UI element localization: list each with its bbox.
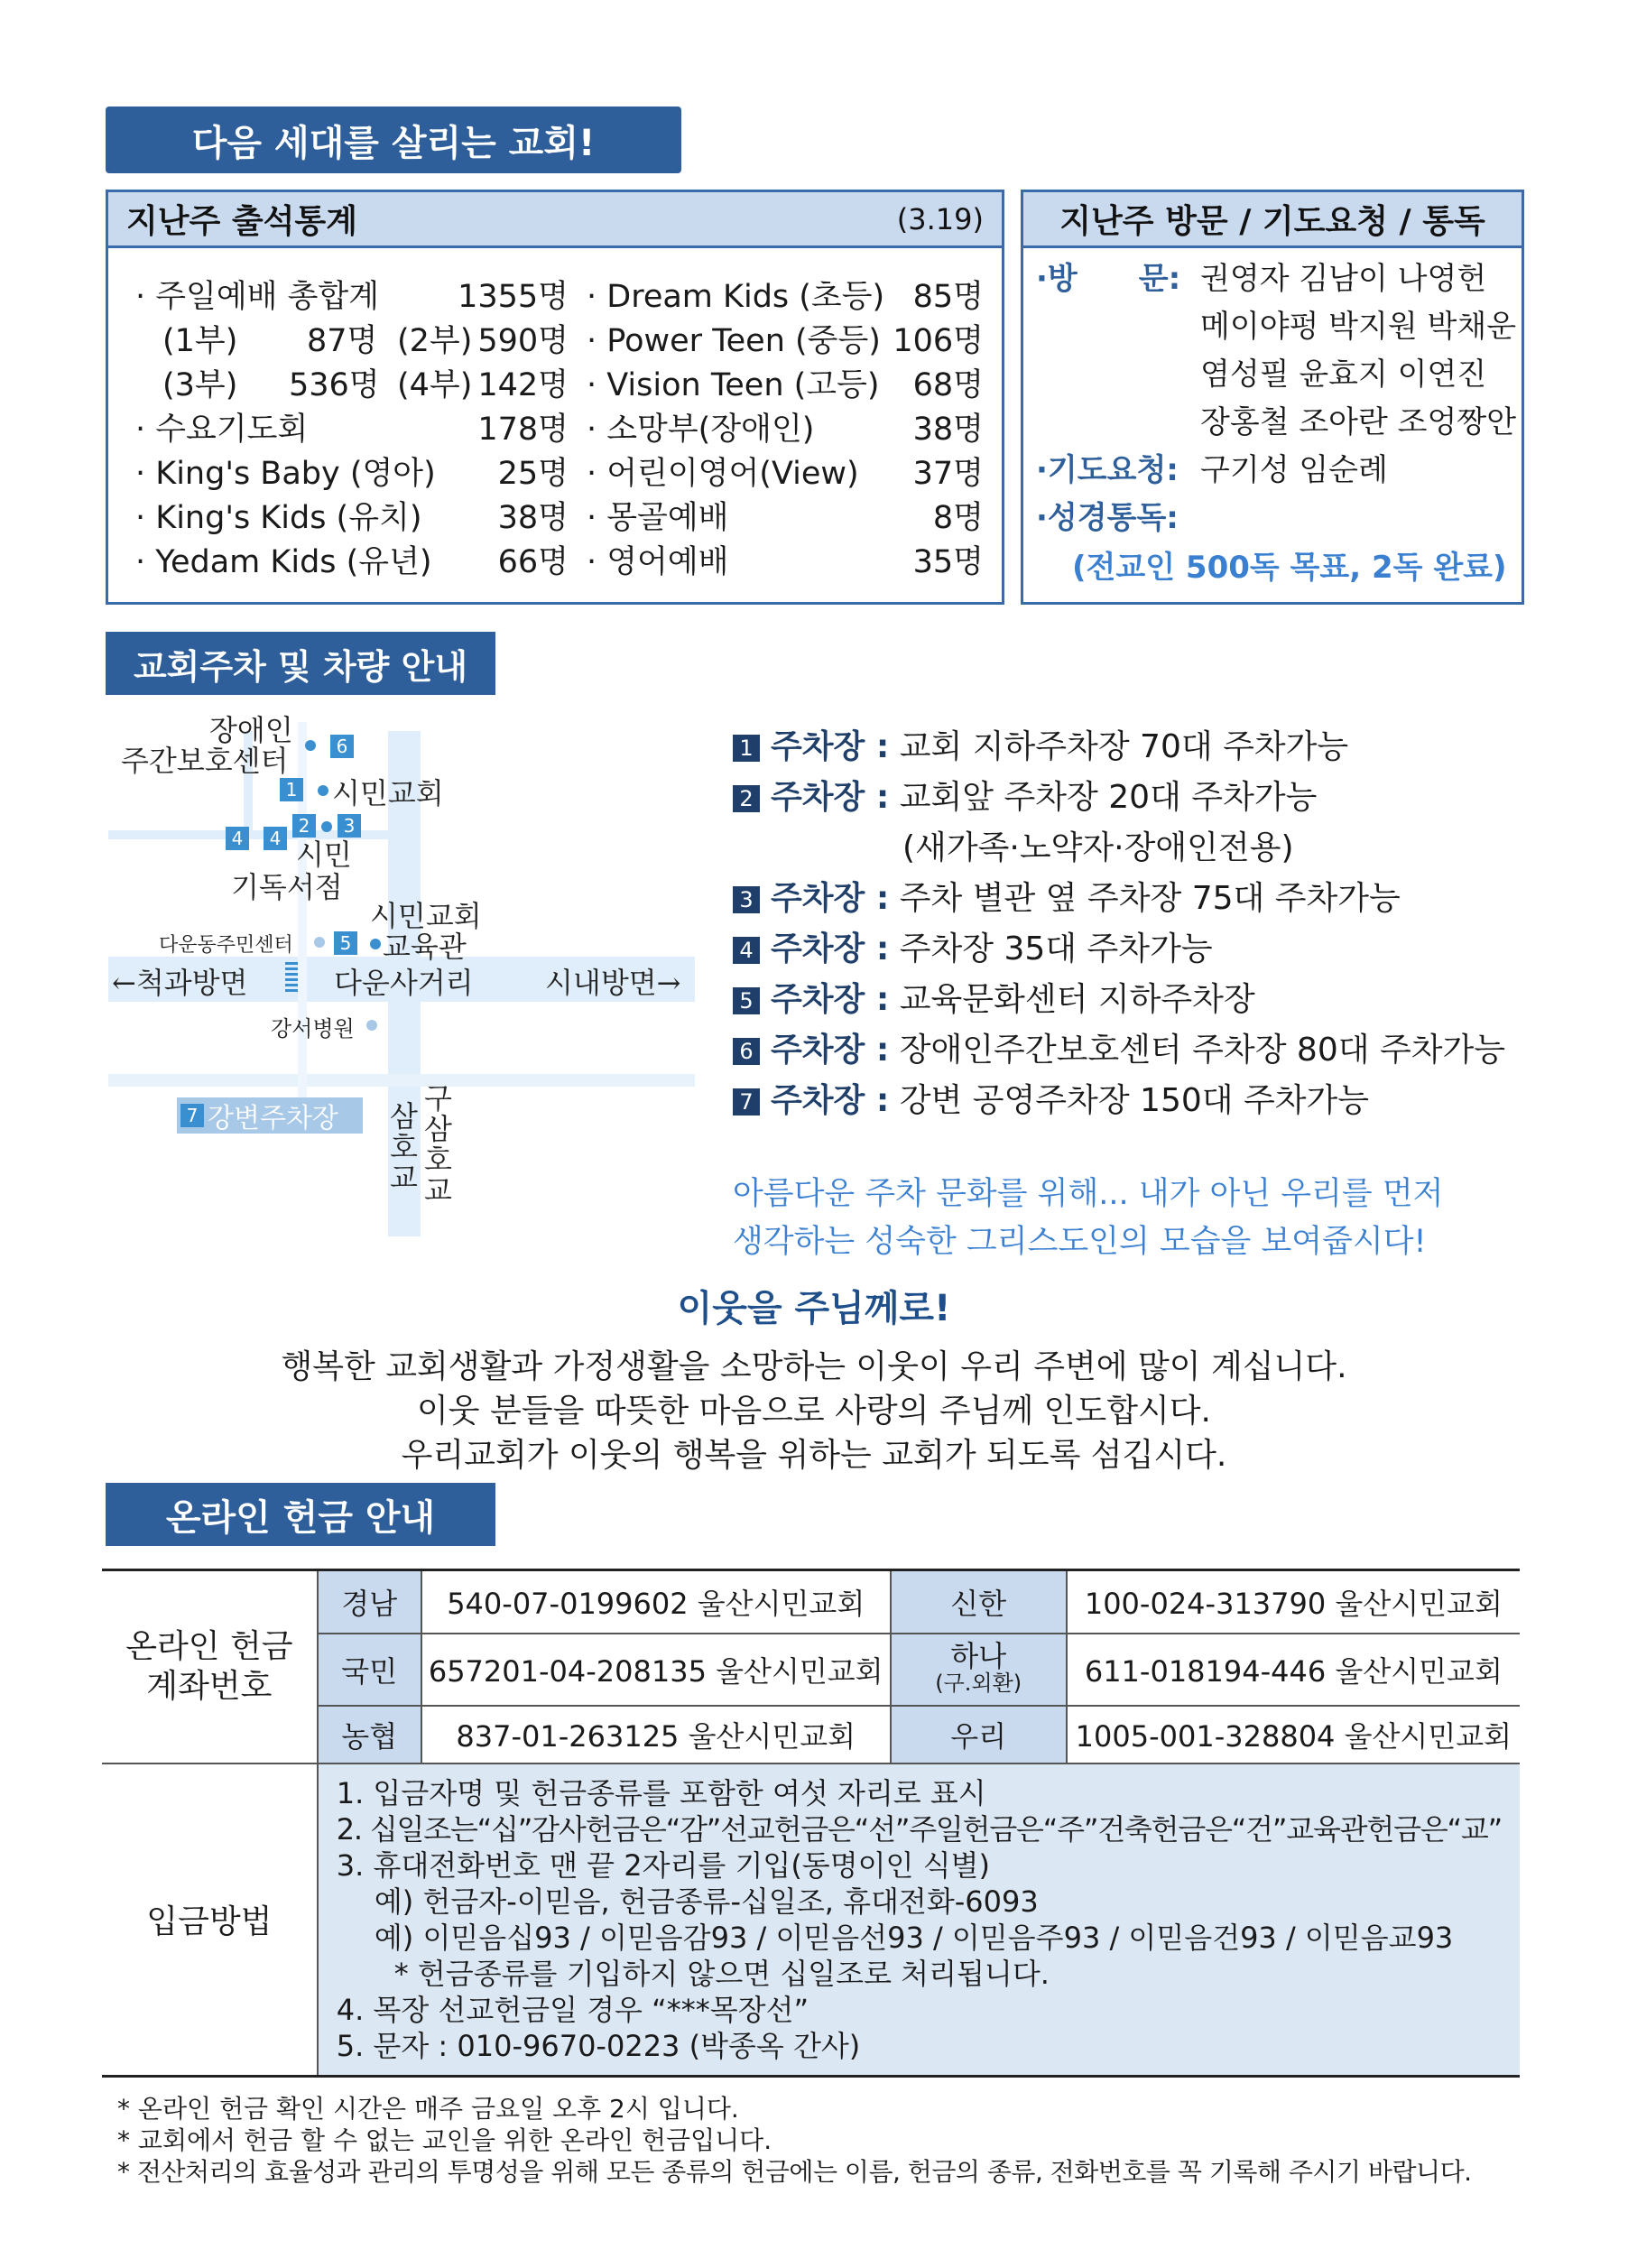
visit-name: 장홍철 조아란 조엉짱안 bbox=[1200, 404, 1517, 440]
account-number: 611-018194-446 울산시민교회 bbox=[1067, 1634, 1520, 1706]
att-value: 85명 bbox=[912, 279, 984, 315]
account-label-cell bbox=[102, 1570, 318, 1763]
att-value: 1355명 bbox=[458, 279, 569, 315]
att-value: 35명 bbox=[912, 544, 984, 580]
parking-number: 2 bbox=[733, 785, 760, 812]
method-line: 1. 입금자명 및 헌금종류를 포함한 여섯 자리로 표시 bbox=[336, 1775, 986, 1810]
att-row bbox=[587, 319, 984, 363]
att-label: (1부) bbox=[162, 323, 238, 359]
map-label-samho-bridge: 삼호교 bbox=[390, 1099, 418, 1195]
map-dot bbox=[305, 740, 316, 751]
account-number: 837-01-263125 울산시민교회 bbox=[421, 1706, 891, 1763]
map-road bbox=[108, 830, 406, 839]
account-number: 540-07-0199602 울산시민교회 bbox=[421, 1570, 891, 1634]
prayer-names: 구기성 임순례 bbox=[1200, 452, 1388, 488]
visit-title: 지난주 방문 / 기도요청 / 통독 bbox=[1059, 203, 1485, 240]
parking-item bbox=[733, 1076, 1369, 1126]
parking-text: 주차 별관 옆 주차장 75대 주차가능 bbox=[899, 880, 1401, 917]
parking-item bbox=[733, 722, 1348, 773]
att-value: 106명 bbox=[893, 323, 984, 359]
parking-text: 교육문화센터 지하주차장 bbox=[899, 981, 1255, 1018]
parking-label: 주차장 : bbox=[771, 981, 890, 1018]
method-line: 5. 문자 : 010-9670-0223 (박종옥 간사) bbox=[336, 2028, 861, 2063]
parking-map bbox=[108, 704, 704, 1245]
att-label: · 수요기도회 bbox=[135, 412, 309, 448]
footnote: * 온라인 헌금 확인 시간은 매주 금요일 오후 2시 입니다. bbox=[117, 2094, 739, 2124]
footnote: * 교회에서 헌금 할 수 없는 교인을 위한 온라인 헌금입니다. bbox=[117, 2125, 772, 2155]
att-row bbox=[587, 452, 984, 495]
att-row bbox=[587, 496, 984, 540]
map-marker-7: 7 bbox=[180, 1104, 204, 1127]
bank-name-cell bbox=[891, 1634, 1067, 1706]
att-value: 8명 bbox=[932, 500, 984, 536]
bank-name: 국민 bbox=[318, 1634, 421, 1706]
visit-label: ·방 문: bbox=[1036, 261, 1181, 297]
att-label: (4부) bbox=[397, 367, 473, 403]
parking-item bbox=[733, 975, 1255, 1025]
visit-box bbox=[1021, 190, 1524, 605]
att-label: · King's Baby (영아) bbox=[135, 456, 436, 492]
parking-number: 7 bbox=[733, 1088, 760, 1115]
parking-label: 주차장 : bbox=[771, 1032, 890, 1069]
parking-item bbox=[733, 874, 1401, 924]
bank-subname: (구.외환) bbox=[935, 1670, 1022, 1696]
att-value: 25명 bbox=[497, 456, 569, 492]
att-value: 38명 bbox=[912, 412, 984, 448]
map-dot bbox=[314, 937, 325, 948]
parking-text: 주차장 35대 주차가능 bbox=[899, 930, 1213, 967]
map-marker-6: 6 bbox=[330, 735, 354, 758]
map-label-daycare: 주간보호센터 bbox=[121, 744, 289, 778]
section-banner-next-generation: 다음 세대를 살리는 교회! bbox=[106, 106, 681, 173]
neighbor-line: 행복한 교회생활과 가정생활을 소망하는 이웃이 우리 주변에 많이 계십니다. bbox=[281, 1348, 1347, 1385]
map-label-riverside-parking: 강변주차장 bbox=[208, 1103, 338, 1134]
att-row bbox=[587, 275, 984, 319]
att-row bbox=[135, 275, 569, 319]
map-label-church2: 시민교회 bbox=[370, 899, 482, 933]
account-row bbox=[102, 1570, 1520, 1634]
att-row bbox=[587, 364, 984, 407]
map-label-old-samho-bridge: 구삼호교 bbox=[424, 1081, 452, 1208]
map-label-church: 시민교회 bbox=[332, 776, 444, 810]
map-label-education-hall: 교육관 bbox=[383, 930, 467, 964]
att-label: · 어린이영어(View) bbox=[587, 456, 859, 492]
parking-number: 1 bbox=[733, 735, 760, 762]
neighbor-line: 우리교회가 이웃의 행복을 위하는 교회가 되도록 섬깁시다. bbox=[401, 1437, 1227, 1474]
att-label: · Vision Teen (고등) bbox=[587, 367, 880, 403]
map-dot bbox=[370, 939, 381, 949]
att-label: · 소망부(장애인) bbox=[587, 412, 815, 448]
parking-number: 6 bbox=[733, 1038, 760, 1065]
map-label-downtown: 시내방면→ bbox=[545, 966, 681, 1000]
method-body bbox=[318, 1763, 1520, 2077]
bank-name: 신한 bbox=[891, 1570, 1067, 1634]
map-dot bbox=[318, 785, 328, 796]
parking-item-note bbox=[902, 823, 1294, 874]
map-marker-5: 5 bbox=[334, 931, 357, 955]
att-label: · 영어예배 bbox=[587, 544, 729, 580]
att-value: 87명 bbox=[307, 323, 378, 359]
prayer-row bbox=[1036, 447, 1179, 494]
offering-table bbox=[102, 1569, 1520, 2078]
bible-label: ·성경통독: bbox=[1036, 500, 1179, 536]
visit-name: 권영자 김남이 나영헌 bbox=[1200, 261, 1487, 297]
method-line: 2. 십일조는“십”감사헌금은“감”선교헌금은“선”주일헌금은“주”건축헌금은“건”교육관헌금은“교” bbox=[336, 1811, 1502, 1847]
footnote: * 전산처리의 효율성과 관리의 투명성을 위해 모든 종류의 헌금에는 이름, 헌금의 종류, 전화번호를 꼭 기록해 주시기 바랍니다. bbox=[117, 2157, 1472, 2187]
parking-item bbox=[733, 1025, 1505, 1076]
att-value: 68명 bbox=[912, 367, 984, 403]
method-row bbox=[102, 1763, 1520, 2077]
att-row bbox=[135, 496, 569, 540]
neighbor-title: 이웃을 주님께로! bbox=[677, 1288, 951, 1329]
att-value: 590명 bbox=[477, 323, 569, 359]
parking-label: 주차장 : bbox=[771, 728, 890, 765]
att-row bbox=[587, 541, 984, 584]
att-row bbox=[135, 408, 569, 451]
parking-text: (새가족·노약자·장애인전용) bbox=[902, 829, 1294, 866]
method-line: 4. 목장 선교헌금일 경우 “***목장선” bbox=[336, 1992, 809, 2027]
parking-label: 주차장 : bbox=[771, 779, 890, 816]
att-row bbox=[135, 541, 569, 584]
parking-label: 주차장 : bbox=[771, 880, 890, 917]
account-label: 온라인 헌금 bbox=[125, 1627, 293, 1665]
att-label: (3부) bbox=[162, 367, 238, 403]
attendance-title: 지난주 출석통계 bbox=[126, 203, 357, 240]
attendance-date: (3.19) bbox=[896, 201, 984, 236]
bank-name: 농협 bbox=[318, 1706, 421, 1763]
account-number: 100-024-313790 울산시민교회 bbox=[1067, 1570, 1520, 1634]
visit-row bbox=[1036, 255, 1180, 302]
parking-note-line: 아름다운 주차 문화를 위해... 내가 아닌 우리를 먼저 bbox=[733, 1176, 1444, 1212]
parking-item bbox=[733, 773, 1317, 823]
parking-label: 주차장 : bbox=[771, 930, 890, 967]
crosswalk-icon bbox=[285, 962, 298, 993]
visit-name: 메이야펑 박지원 박채운 bbox=[1200, 309, 1517, 345]
neighbor-line: 이웃 분들을 따뜻한 마음으로 사랑의 주님께 인도합시다. bbox=[417, 1393, 1211, 1430]
map-dot bbox=[321, 821, 332, 832]
map-marker-1: 1 bbox=[280, 778, 303, 801]
att-label: · Dream Kids (초등) bbox=[587, 279, 885, 315]
attendance-header bbox=[108, 192, 1002, 248]
method-line: * 헌금종류를 기입하지 않으면 십일조로 처리됩니다. bbox=[336, 1956, 1050, 1991]
account-label: 계좌번호 bbox=[146, 1667, 273, 1705]
visit-header bbox=[1023, 192, 1522, 248]
map-label-shimin: 시민 bbox=[296, 838, 352, 872]
map-label-community-center: 다운동주민센터 bbox=[159, 934, 293, 957]
map-marker-4: 4 bbox=[264, 827, 287, 850]
att-value: 37명 bbox=[912, 456, 984, 492]
map-marker-3: 3 bbox=[338, 814, 361, 838]
parking-text: 교회 지하주차장 70대 주차가능 bbox=[899, 728, 1349, 765]
parking-text: 교회앞 주차장 20대 주차가능 bbox=[899, 779, 1318, 816]
map-label-intersection: 다운사거리 bbox=[334, 966, 474, 1000]
map-label-bookstore: 기독서점 bbox=[231, 870, 343, 904]
bank-name: 경남 bbox=[318, 1570, 421, 1634]
att-row bbox=[587, 408, 984, 451]
parking-text: 강변 공영주차장 150대 주차가능 bbox=[899, 1082, 1370, 1119]
map-road bbox=[108, 1074, 695, 1087]
parking-note-line: 생각하는 성숙한 그리스도인의 모습을 보여줍시다! bbox=[733, 1224, 1427, 1260]
account-number: 657201-04-208135 울산시민교회 bbox=[421, 1634, 891, 1706]
map-label-west: ←척과방면 bbox=[112, 966, 248, 1000]
att-value: 536명 bbox=[289, 367, 380, 403]
att-label: · Power Teen (중등) bbox=[587, 323, 881, 359]
att-label: · 주일예배 총합계 bbox=[135, 279, 380, 315]
parking-number: 4 bbox=[733, 937, 760, 964]
map-riverside-parking bbox=[177, 1097, 363, 1134]
visit-name: 염성필 윤효지 이연진 bbox=[1200, 356, 1487, 393]
att-label: (2부) bbox=[397, 323, 473, 359]
att-value: 66명 bbox=[497, 544, 569, 580]
method-line: 예) 이믿음십93 / 이믿음감93 / 이믿음선93 / 이믿음주93 / 이믿음건93 / 이믿음교93 bbox=[336, 1920, 1454, 1955]
section-banner-parking: 교회주차 및 차량 안내 bbox=[106, 632, 495, 695]
method-line: 3. 휴대전화번호 맨 끝 2자리를 기입(동명이인 식별) bbox=[336, 1847, 990, 1883]
prayer-label: ·기도요청: bbox=[1036, 452, 1179, 488]
parking-text: 장애인주간보호센터 주차장 80대 주차가능 bbox=[899, 1032, 1506, 1069]
map-marker-2: 2 bbox=[292, 814, 316, 838]
map-label-hospital: 강서병원 bbox=[271, 1016, 355, 1041]
bank-name: 우리 bbox=[891, 1706, 1067, 1763]
parking-label: 주차장 : bbox=[771, 1082, 890, 1119]
attendance-box bbox=[106, 190, 1004, 605]
att-label: · 몽골예배 bbox=[587, 500, 729, 536]
method-label: 입금방법 bbox=[102, 1763, 318, 2077]
att-value: 178명 bbox=[477, 412, 569, 448]
parking-number: 5 bbox=[733, 987, 760, 1014]
att-row bbox=[135, 364, 569, 407]
att-label: · King's Kids (유치) bbox=[135, 500, 422, 536]
bank-name: 하나 bbox=[950, 1638, 1007, 1673]
att-value: 142명 bbox=[477, 367, 569, 403]
section-banner-online-offering: 온라인 헌금 안내 bbox=[106, 1483, 495, 1546]
method-line: 예) 헌금자-이믿음, 헌금종류-십일조, 휴대전화-6093 bbox=[336, 1884, 1039, 1919]
att-value: 38명 bbox=[497, 500, 569, 536]
map-marker-4: 4 bbox=[226, 827, 249, 850]
bible-note: (전교인 500독 목표, 2독 완료) bbox=[1072, 550, 1507, 586]
att-label: · Yedam Kids (유년) bbox=[135, 544, 432, 580]
parking-item bbox=[733, 924, 1213, 975]
att-row bbox=[135, 452, 569, 495]
map-label-disabled: 장애인 bbox=[209, 713, 293, 747]
map-dot bbox=[366, 1020, 377, 1031]
bible-row bbox=[1036, 495, 1179, 542]
att-row bbox=[135, 319, 569, 363]
account-number: 1005-001-328804 울산시민교회 bbox=[1067, 1706, 1520, 1763]
parking-number: 3 bbox=[733, 886, 760, 913]
